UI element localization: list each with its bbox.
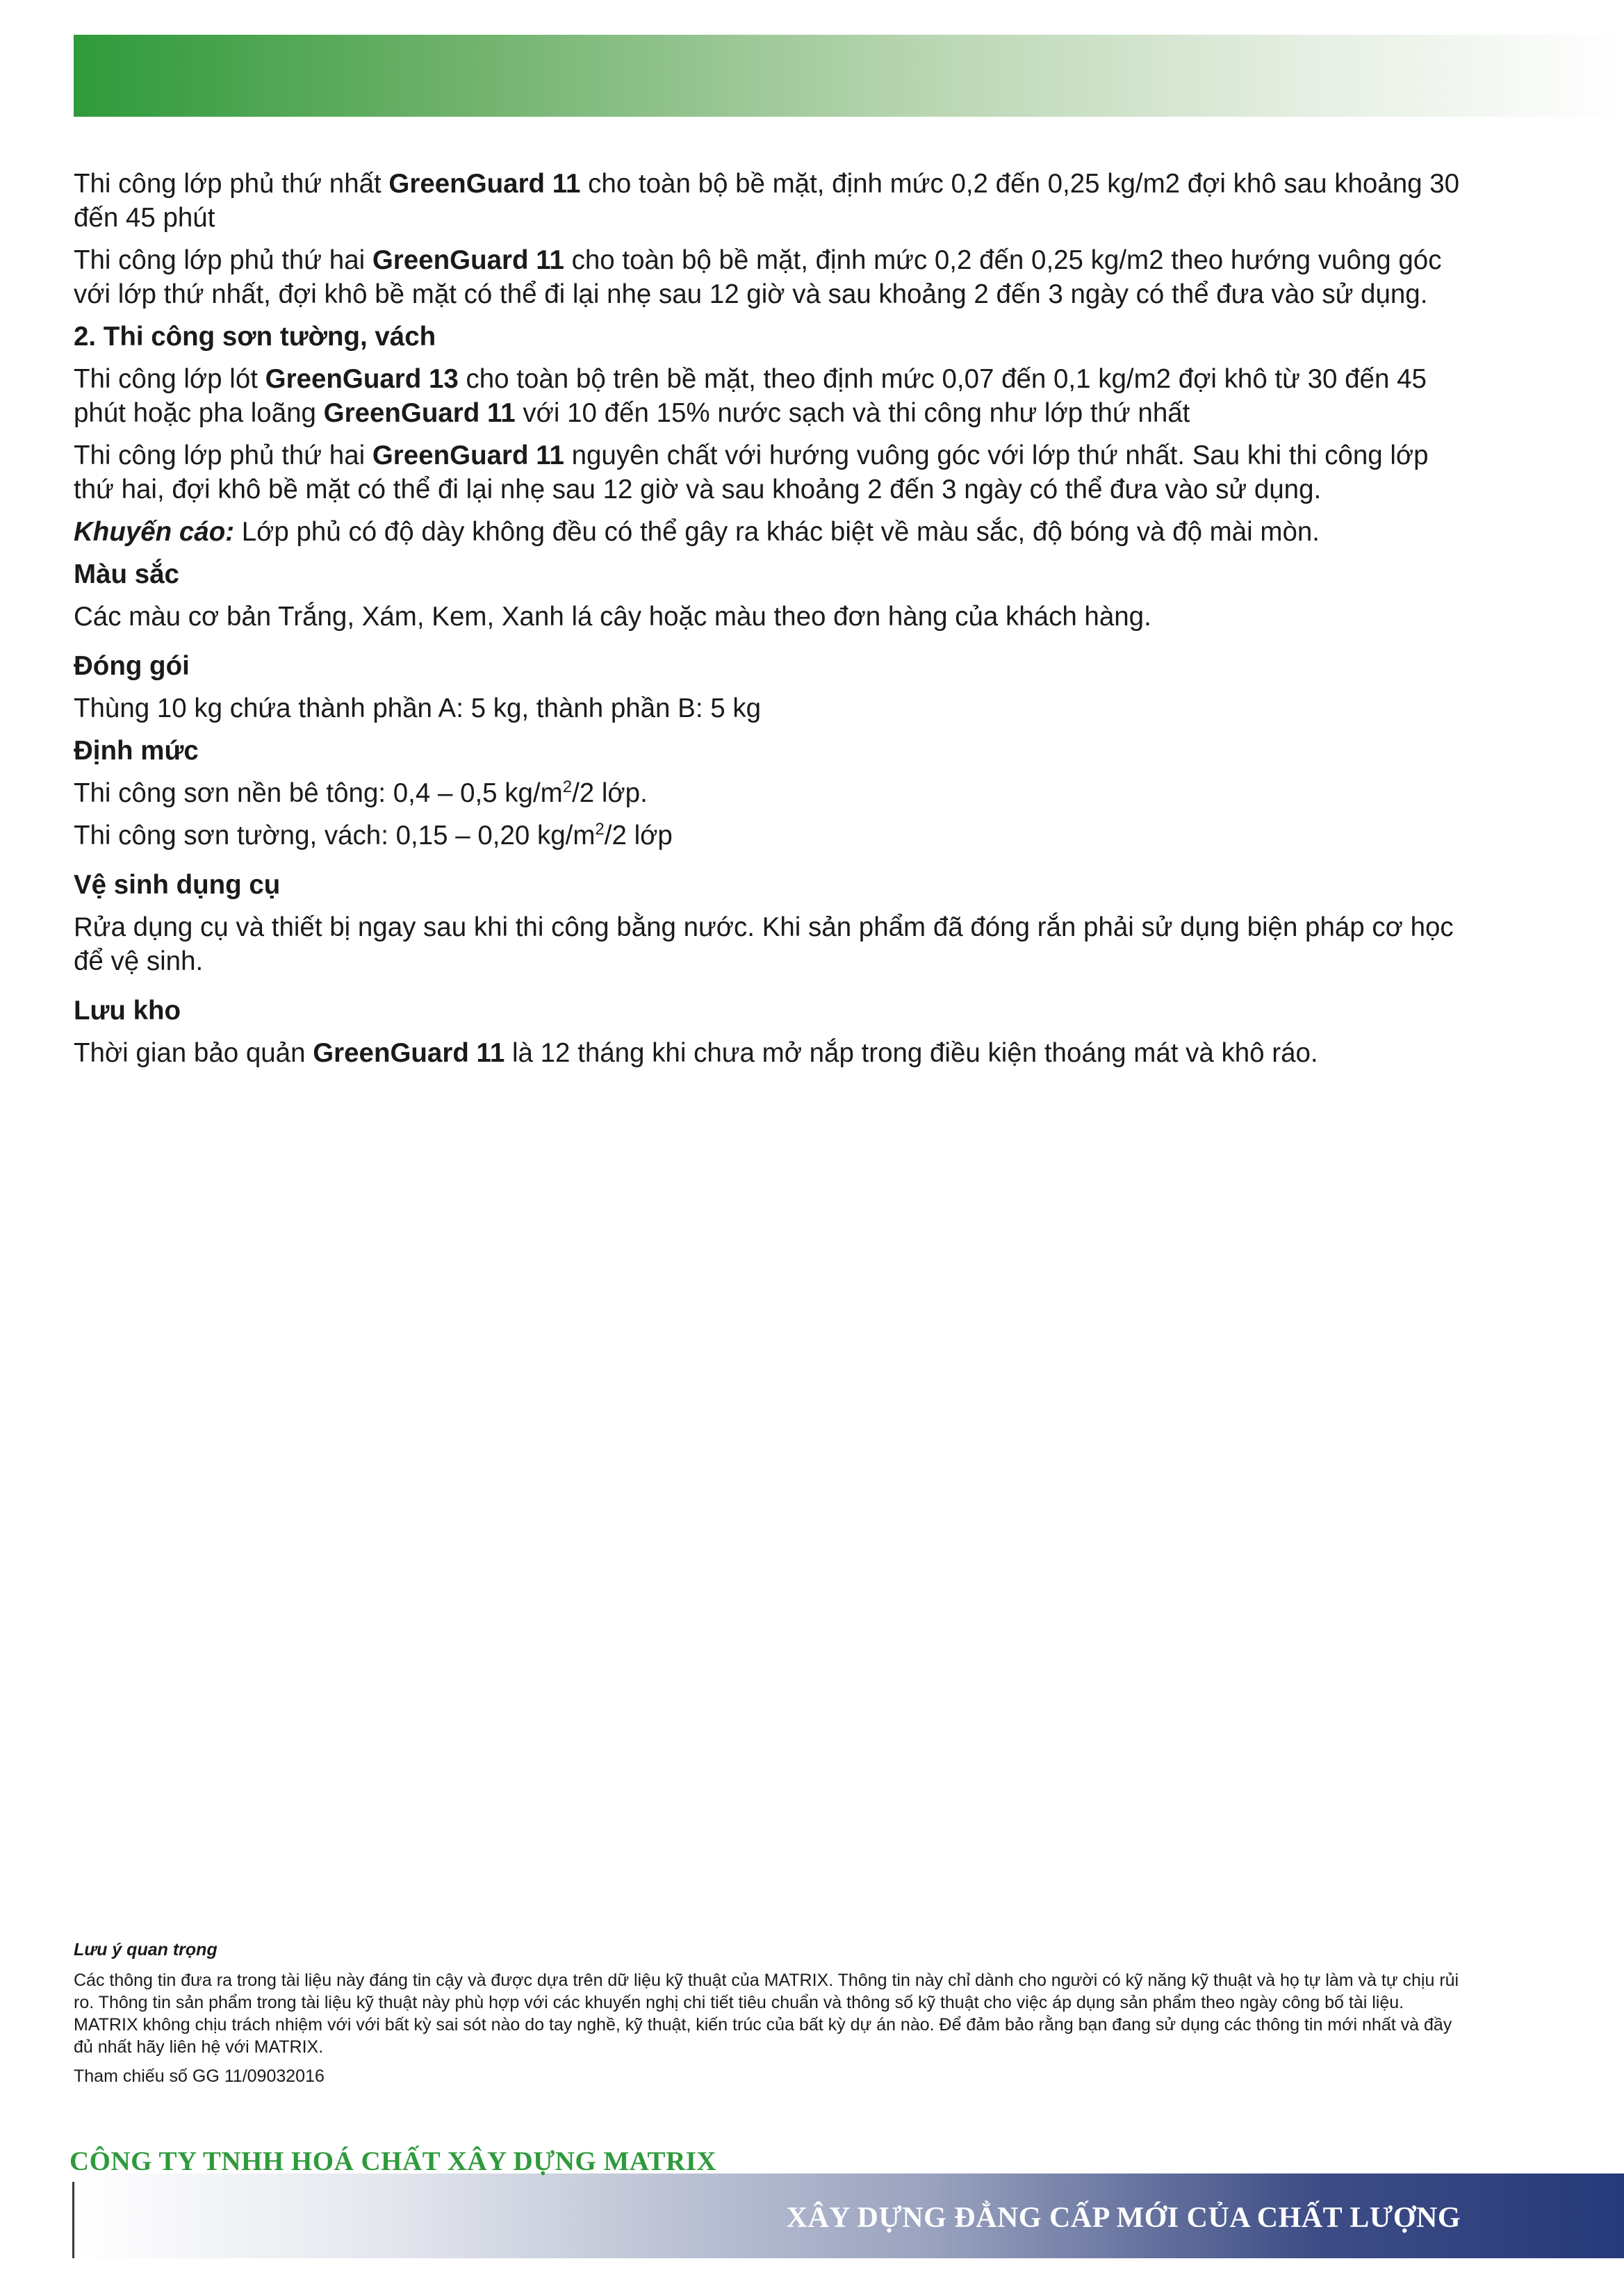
footer-left-rule — [72, 2182, 74, 2258]
wall-coat-2-paragraph: Thi công lớp phủ thứ hai GreenGuard 11 nguyên chất với hướng vuông góc với lớp thứ nhất. Sau khi thi công lớp thứ hai, đợi khô bề mặt có thể đi lại nhẹ sau 12 giờ và sau khoảng 2 đến 3 ngày có thể đưa vào sử dụng. — [74, 441, 1429, 504]
notice-title: Lưu ý quan trọng — [74, 1940, 218, 1959]
product-name: GreenGuard 11 — [372, 441, 564, 470]
packaging-text: Thùng 10 kg chứa thành phần A: 5 kg, thành phần B: 5 kg — [74, 693, 762, 723]
product-name: GreenGuard 11 — [323, 398, 516, 428]
cleaning-text: Rửa dụng cụ và thiết bị ngay sau khi thi công bằng nước. Khi sản phẩm đã đóng rắn phải sử dụng biện pháp cơ học để vệ sinh. — [74, 912, 1454, 976]
important-notice — [74, 1939, 1463, 2087]
product-name: GreenGuard 13 — [265, 364, 459, 394]
wall-section-heading: 2. Thi công sơn tường, vách — [74, 322, 436, 352]
product-name: GreenGuard 11 — [388, 169, 581, 199]
product-name: GreenGuard 11 — [372, 245, 564, 275]
color-heading: Màu sắc — [74, 559, 179, 589]
floor-coat-1-paragraph: Thi công lớp phủ thứ nhất GreenGuard 11 cho toàn bộ bề mặt, định mức 0,2 đến 0,25 kg/m2 đợi khô sau khoảng 30 đến 45 phút — [74, 169, 1460, 233]
coverage-wall-text: Thi công sơn tường, vách: 0,15 – 0,20 $kg/m^2/2$ lớp — [74, 820, 673, 850]
storage-heading: Lưu kho — [74, 996, 181, 1026]
storage-text: Thời gian bảo quản GreenGuard 11 là 12 tháng khi chưa mở nắp trong điều kiện thoáng mát và khô ráo. — [74, 1038, 1318, 1068]
header-gradient-band — [74, 35, 1624, 117]
cleaning-heading: Vệ sinh dụng cụ — [74, 870, 281, 900]
coverage-floor-text: Thi công sơn nền bê tông: 0,4 – 0,5 $kg/m^2/2$ lớp. — [74, 778, 648, 808]
notice-body: Các thông tin đưa ra trong tài liệu này đáng tin cậy và được dựa trên dữ liệu kỹ thuật của MATRIX. Thông tin này chỉ dành cho người có kỹ năng kỹ thuật và họ tự làm và tự chịu rủi ro. Thông tin sản phẩm trong tài liệu kỹ thuật này phù hợp với các khuyến nghị chi tiết tiêu chuẩn và thông số kỹ thuật cho việc áp dụng sản phẩm theo ngày công bố tài liệu. MATRIX không chịu trách nhiệm với với bất kỳ sai sót nào do tay nghề, kỹ thuật, kiến trúc của bất kỳ dự án nào. Để đảm bảo rằng bạn đang sử dụng các thông tin mới nhất và đầy đủ nhất hãy liên hệ với MATRIX. — [74, 1971, 1459, 2057]
wall-primer-paragraph: Thi công lớp lót GreenGuard 13 cho toàn bộ trên bề mặt, theo định mức 0,07 đến 0,1 kg/m2 đợi khô từ 30 đến 45 phút hoặc pha loãng GreenGuard 11 với 10 đến 15% nước sạch và thi công như lớp thứ nhất — [74, 364, 1427, 428]
coverage-heading: Định mức — [74, 736, 199, 766]
packaging-heading: Đóng gói — [74, 651, 190, 681]
product-name: GreenGuard 11 — [313, 1038, 505, 1068]
company-name: CÔNG TY TNHH HOÁ CHẤT XÂY DỰNG MATRIX — [69, 2146, 717, 2176]
recommendation-label: Khuyến cáo: — [74, 517, 235, 547]
document-body — [74, 167, 1463, 1078]
footer-slogan: XÂY DỰNG ĐẲNG CẤP MỚI CỦA CHẤT LƯỢNG — [786, 2202, 1461, 2234]
floor-coat-2-paragraph: Thi công lớp phủ thứ hai GreenGuard 11 cho toàn bộ bề mặt, định mức 0,2 đến 0,25 kg/m2 theo hướng vuông góc với lớp thứ nhất, đợi khô bề mặt có thể đi lại nhẹ sau 12 giờ và sau khoảng 2 đến 3 ngày có thể đưa vào sử dụng. — [74, 245, 1442, 309]
color-text: Các màu cơ bản Trắng, Xám, Kem, Xanh lá cây hoặc màu theo đơn hàng của khách hàng. — [74, 602, 1151, 632]
recommendation-paragraph: Khuyến cáo: Lớp phủ có độ dày không đều có thể gây ra khác biệt về màu sắc, độ bóng và độ mài mòn. — [74, 517, 1320, 547]
reference-number: Tham chiếu số GG 11/09032016 — [74, 2066, 325, 2086]
